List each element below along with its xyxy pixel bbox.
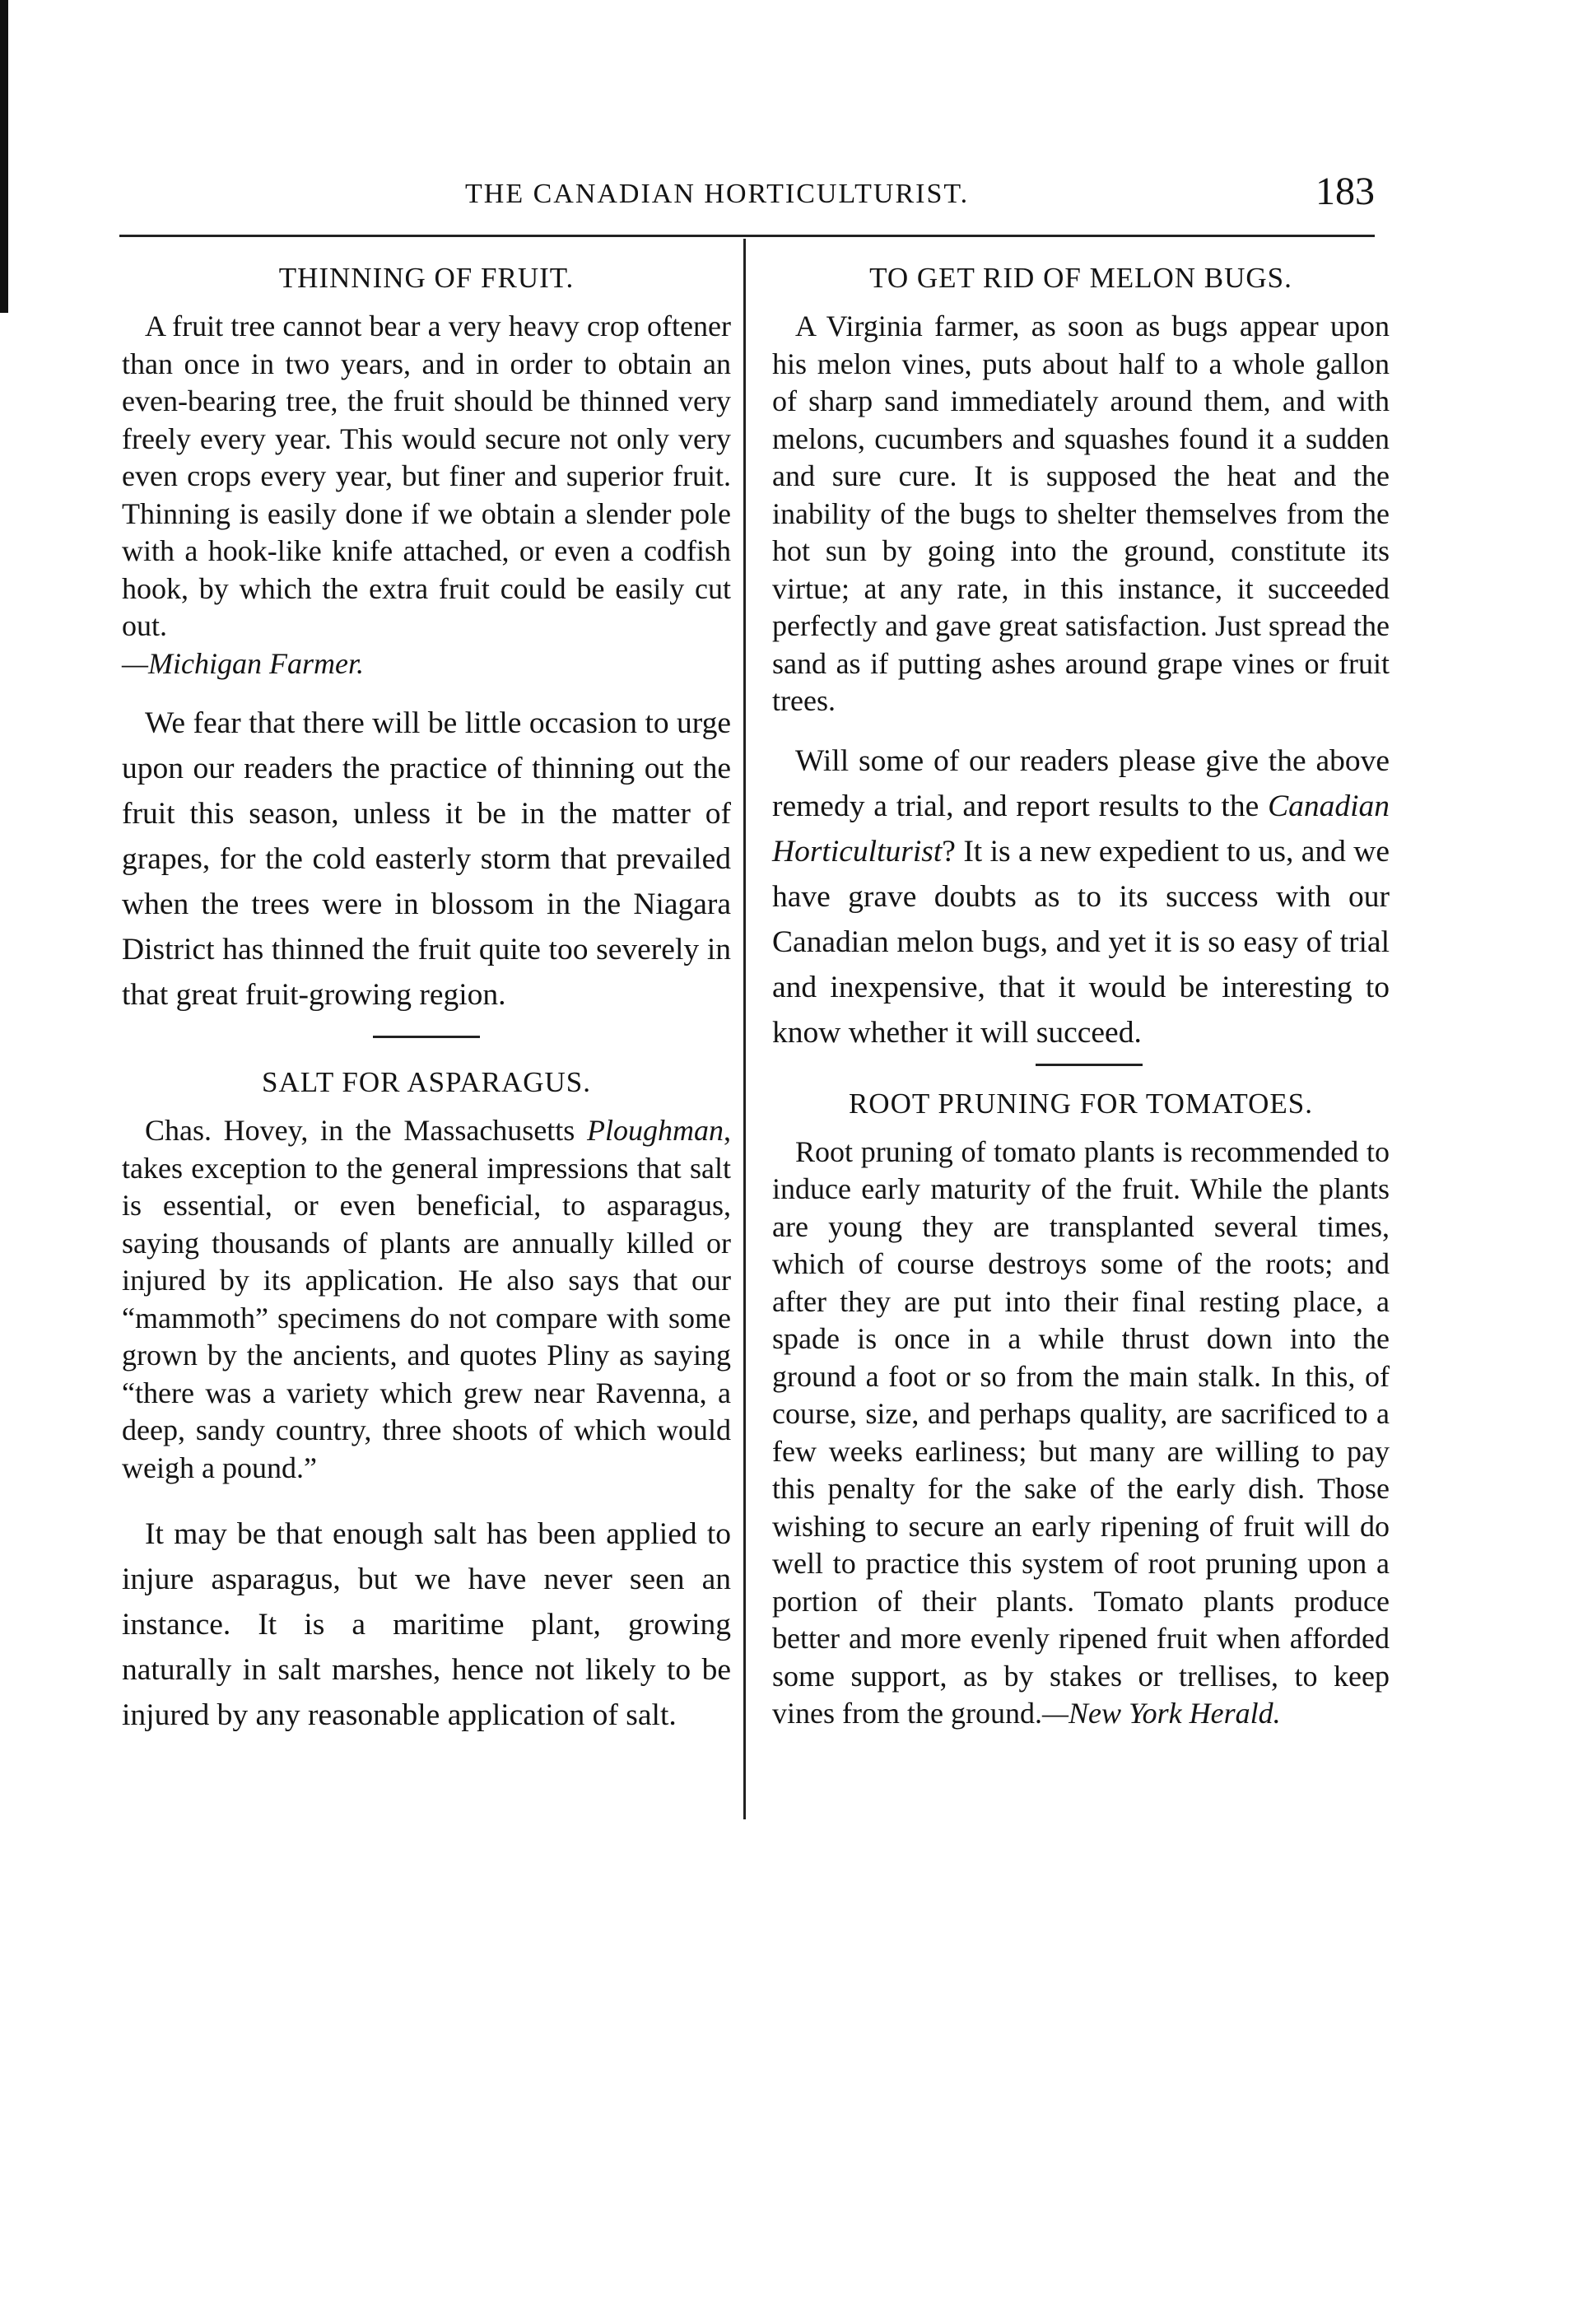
article-thinning-of-fruit xyxy=(122,262,731,1018)
left-column xyxy=(122,262,731,1738)
article-body xyxy=(772,1134,1390,1733)
page-edge-mark xyxy=(0,0,8,313)
editorial-note: We fear that there will be little occasion to urge upon our readers the practice of thinning out the fruit this season, unless it be in the matter of grapes, for the cold easterly storm that prevailed when the trees were in blossom in the Niagara District has thinned the fruit quite too severely in that great fruit-growing region. xyxy=(122,706,731,1012)
journal-name: Canadian Horticulturist xyxy=(772,789,1390,869)
publication-name: Ploughman xyxy=(587,1114,724,1147)
running-head xyxy=(119,169,1375,218)
article-title: TO GET RID OF MELON BUGS. xyxy=(869,262,1292,294)
article-title: THINNING OF FRUIT. xyxy=(278,262,575,294)
running-title: THE CANADIAN HORTICULTURIST. xyxy=(465,179,970,209)
section-separator xyxy=(373,1036,480,1038)
page-number: 183 xyxy=(1315,170,1375,213)
article-title: SALT FOR ASPARAGUS. xyxy=(262,1066,591,1098)
article-source: —New York Herald. xyxy=(1041,1697,1281,1730)
body-text: , takes exception to the general impressions that salt is essential, or even beneficial, to asparagus, saying thousands of plants are annually killed or injured by its application. He also says that our “mammoth” specimens do not compare with some grown by the ancients, and quotes Pliny as saying “there was a variety which grew near Ravenna, a deep, sandy country, three shoots of which would weigh a pound.” xyxy=(122,1114,732,1484)
section-separator xyxy=(1036,1064,1143,1066)
article-root-pruning xyxy=(772,1087,1390,1733)
column-rule xyxy=(743,239,746,1819)
article-source: —Michigan Farmer. xyxy=(122,646,364,680)
body-text: Root pruning of tomato plants is recommended to induce early maturity of the fruit. While the plants are young they are transplanted several times, which of course destroys some of the roots; and after they are put into their final resting place, a spade is once in a while thrust down into the ground a foot or so from the main stalk. In this, of course, size, and perhaps quality, are sacrificed to a few weeks earliness; but many are willing to pay this penalty for the sake of the early dish. Those wishing to secure an early ripening of fruit will do well to practice this system of root pruning upon a portion of their plants. Tomato plants produce better and more evenly ripened fruit when afforded some support, as by stakes or trellises, to keep vines from the ground. xyxy=(772,1134,1390,1730)
editorial-note: It may be that enough salt has been applied to injure asparagus, but we have never seen an instance. It is a maritime plant, growing naturally in salt marshes, hence not likely to be injured by any reasonable application of salt. xyxy=(122,1517,731,1732)
editorial-text: ? It is a new expedient to us, and we have grave doubts as to its success with our Canadian melon bugs, and yet it is so easy of trial and inexpensive, that it would be interesting to know whether it will succeed. xyxy=(772,834,1390,1050)
article-body: A fruit tree cannot bear a very heavy crop oftener than once in two years, and in order to obtain an even-bearing tree, the fruit should be thinned very freely every year. This would secure not only very even crops every year, but finer and superior fruit. Thinning is easily done if we obtain a slender pole with a hook-like knife attached, or even a codfish hook, by which the extra fruit could be easily cut out. xyxy=(122,310,731,642)
article-body xyxy=(122,1112,731,1487)
article-title: ROOT PRUNING FOR TOMATOES. xyxy=(848,1087,1314,1120)
right-column xyxy=(772,262,1390,1733)
article-body: A Virginia farmer, as soon as bugs appear upon his melon vines, puts about half to a whole gallon of sharp sand immediately around them, and with melons, cucumbers and squashes found it a sudden and sure cure. It is supposed the heat and the inability of the bugs to shelter themselves from the hot sun by going into the ground, constitute its virtue; at any rate, in this instance, it succeeded perfectly and gave great satisfaction. Just spread the sand as if putting ashes around grape vines or fruit trees. xyxy=(772,310,1390,717)
article-salt-for-asparagus xyxy=(122,1066,731,1738)
header-rule xyxy=(119,235,1375,237)
article-melon-bugs xyxy=(772,262,1390,1055)
editorial-text: Will some of our readers please give the above remedy a trial, and report results to the xyxy=(772,743,1390,823)
intro-text: Chas. Hovey, in the Massachusetts xyxy=(145,1114,575,1147)
editorial-note xyxy=(772,738,1390,1055)
